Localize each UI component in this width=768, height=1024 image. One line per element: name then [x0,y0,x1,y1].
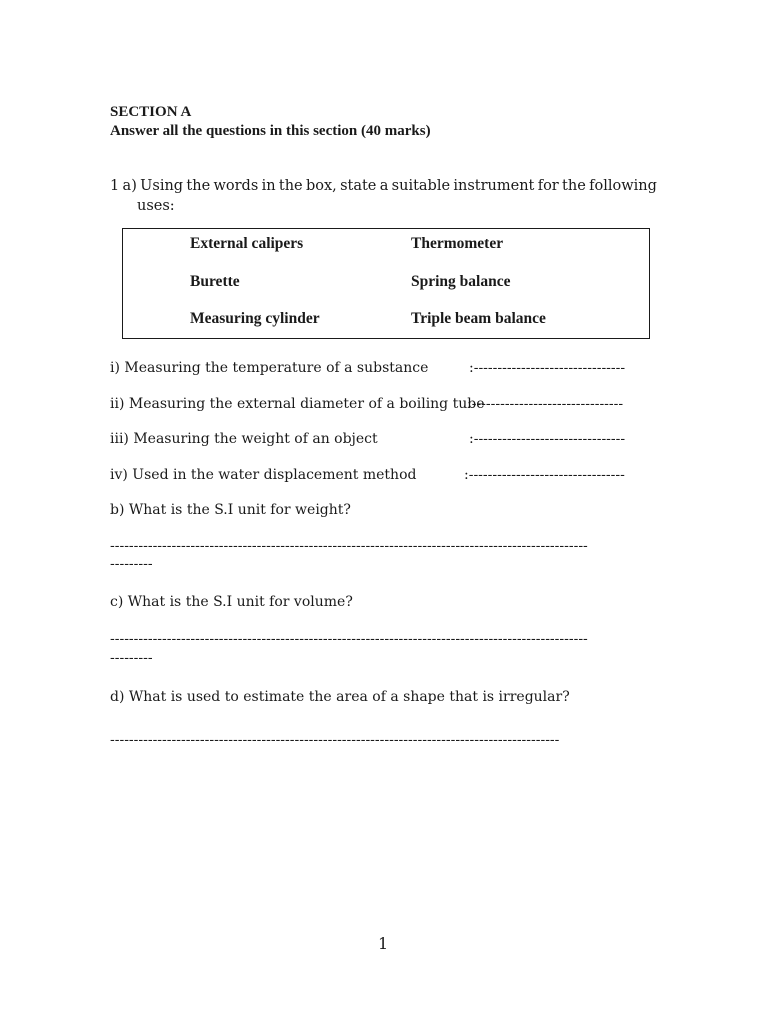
answer-blank-ii[interactable]: :-------------------------------- [467,396,624,412]
word-box-item: External calipers [190,235,304,252]
question-1a-line2: uses: [137,198,175,214]
sub-question-ii: ii) Measuring the external diameter of a boiling tube [110,396,485,412]
answer-line-1b-cont[interactable]: --------- [110,556,153,572]
prompt-word: box, [305,178,337,194]
prompt-word: the [278,178,303,194]
section-title: SECTION A [110,104,192,120]
prompt-word: words [213,178,259,194]
question-1a-prompt [110,176,657,216]
sub-question-iv: iv) Used in the water displacement method [110,467,417,483]
prompt-word: suitable [391,178,451,194]
sub-question-i: i) Measuring the temperature of a substance [110,360,429,376]
answer-blank-iii[interactable]: :-------------------------------- [469,431,626,447]
word-box-item: Burette [190,273,240,290]
prompt-word: 1 [110,178,120,194]
prompt-word: a) [122,178,137,194]
prompt-word: the [562,178,586,194]
answer-line-1d[interactable]: ----------------------------------------------------------------------------------------------- [110,732,560,748]
question-1b: b) What is the S.I unit for weight? [110,502,351,518]
prompt-word: Using [140,178,184,194]
word-box-item: Triple beam balance [411,310,546,327]
prompt-word: the [186,178,211,194]
prompt-word: in [261,178,276,194]
question-1c: c) What is the S.I unit for volume? [110,594,353,610]
section-instructions: Answer all the questions in this section (40 marks) [110,123,431,139]
page-number: 1 [378,934,389,953]
prompt-word: state [340,178,377,194]
word-box-item: Measuring cylinder [190,310,320,327]
prompt-word: instrument [453,178,535,194]
word-box-item: Spring balance [411,273,511,290]
prompt-word: for [537,178,559,194]
answer-line-1c-cont[interactable]: --------- [110,650,153,666]
answer-blank-iv[interactable]: :--------------------------------- [464,467,625,483]
sub-question-iii: iii) Measuring the weight of an object [110,431,378,447]
prompt-word: a [379,178,389,194]
question-1d: d) What is used to estimate the area of a shape that is irregular? [110,689,570,705]
answer-line-1c[interactable]: ----------------------------------------------------------------------------------------------------- [110,631,588,647]
answer-line-1b[interactable]: ----------------------------------------------------------------------------------------------------- [110,538,588,554]
word-box-item: Thermometer [411,235,504,252]
prompt-word: following [589,178,657,194]
answer-blank-i[interactable]: :-------------------------------- [469,360,626,376]
question-1a-line1 [110,176,657,196]
